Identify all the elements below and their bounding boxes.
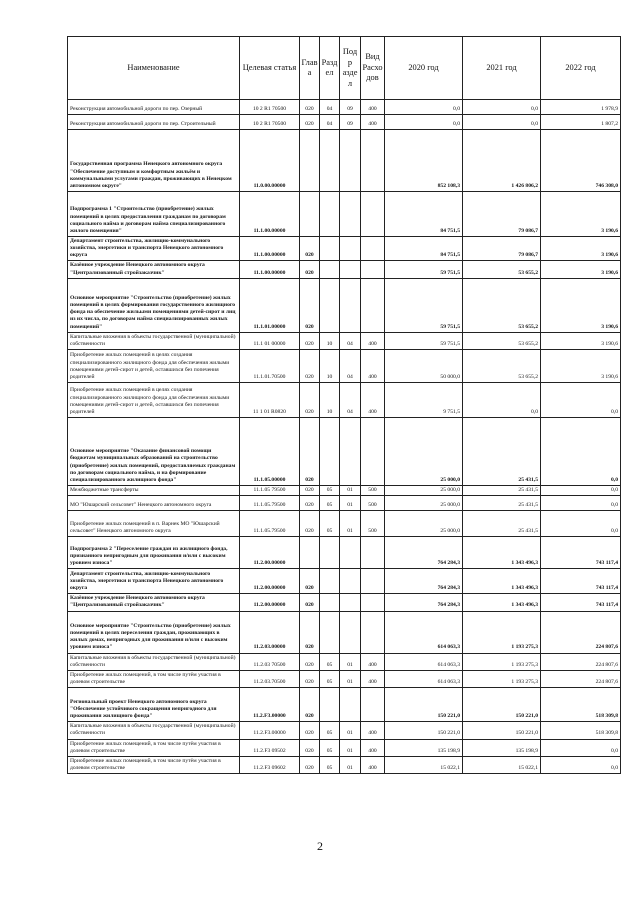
cell-name: Казённое учреждение Ненецкого автономного округа "Централизованный стройзаказчик": [68, 594, 240, 611]
cell-2021: 15 022,1: [463, 756, 541, 773]
cell-section: 05: [320, 653, 340, 670]
cell-section: 04: [320, 115, 340, 130]
cell-name: Реконструкция автомобильной дороги по пер. Строительный: [68, 115, 240, 130]
table-row: [68, 130, 621, 192]
budget-table: [67, 36, 621, 774]
cell-2022: 3 190,6: [541, 278, 621, 332]
cell-expense-type: 400: [361, 350, 385, 383]
cell-subsection: [340, 537, 361, 569]
cell-chapter: 020: [300, 350, 320, 383]
cell-2020: 84 751,5: [385, 192, 463, 237]
cell-2020: 764 284,3: [385, 537, 463, 569]
table-row: [68, 537, 621, 569]
cell-chapter: 020: [300, 496, 320, 511]
cell-target: 11.1.01.00000: [240, 278, 300, 332]
cell-2021: 0,0: [463, 383, 541, 418]
cell-name: Основное мероприятие "Строительство (приобретение) жилых помещений в целях формирования государственного жилищного фонда на обеспечение жильыми помещениями детей-сирот и лиц из их числа, по договорам найма специализированных жилых помещений": [68, 278, 240, 332]
cell-expense-type: 500: [361, 486, 385, 496]
cell-subsection: [340, 192, 361, 237]
cell-2022: 3 190,6: [541, 261, 621, 278]
cell-2021: 1 426 806,2: [463, 130, 541, 192]
cell-2021: 53 655,2: [463, 332, 541, 349]
cell-name: Межбюджетные трансферты: [68, 486, 240, 496]
cell-chapter: 020: [300, 569, 320, 594]
cell-2022: 3 190,6: [541, 192, 621, 237]
cell-section: 10: [320, 332, 340, 349]
cell-target: 11.0.00.00000: [240, 130, 300, 192]
cell-2022: 746 308,0: [541, 130, 621, 192]
cell-expense-type: 400: [361, 756, 385, 773]
cell-2021: 1 343 496,3: [463, 569, 541, 594]
cell-target: 11.1.01.70500: [240, 350, 300, 383]
cell-2020: 50 000,0: [385, 350, 463, 383]
cell-section: [320, 594, 340, 611]
cell-2022: 0,0: [541, 383, 621, 418]
cell-name: Государственная программа Ненецкого автономного округа "Обеспечение доступным и комфортным жильём и коммунальными услугами граждан, проживающих в Ненецком автономном округе": [68, 130, 240, 192]
table-row: [68, 383, 621, 418]
cell-expense-type: [361, 237, 385, 261]
cell-subsection: [340, 594, 361, 611]
cell-2021: 53 655,2: [463, 278, 541, 332]
cell-2021: 1 193 275,3: [463, 611, 541, 653]
cell-subsection: [340, 688, 361, 722]
cell-expense-type: 400: [361, 115, 385, 130]
cell-2022: 518 309,8: [541, 722, 621, 739]
cell-section: 05: [320, 670, 340, 687]
cell-expense-type: 400: [361, 653, 385, 670]
cell-name: Подпрограмма 2 "Переселение граждан из жилищного фонда, признанного непригодным для проживания и/или с высоким уровнем износа": [68, 537, 240, 569]
cell-section: [320, 418, 340, 486]
cell-2022: 224 807,6: [541, 611, 621, 653]
cell-2022: 0,0: [541, 756, 621, 773]
cell-chapter: 020: [300, 739, 320, 756]
table-row: [68, 192, 621, 237]
cell-2021: 150 221,0: [463, 688, 541, 722]
cell-2021: 53 655,2: [463, 261, 541, 278]
header-chapter: Глава: [300, 37, 320, 100]
cell-chapter: 020: [300, 332, 320, 349]
cell-subsection: 01: [340, 756, 361, 773]
cell-expense-type: [361, 594, 385, 611]
cell-2020: 852 108,3: [385, 130, 463, 192]
header-section: Разд ел: [320, 37, 340, 100]
cell-subsection: 04: [340, 350, 361, 383]
cell-2021: 150 221,0: [463, 722, 541, 739]
cell-2022: 518 309,8: [541, 688, 621, 722]
table-row: [68, 594, 621, 611]
cell-2021: 79 086,7: [463, 237, 541, 261]
cell-target: 11.1 01 00000: [240, 332, 300, 349]
cell-section: [320, 611, 340, 653]
cell-expense-type: 400: [361, 100, 385, 115]
cell-expense-type: [361, 261, 385, 278]
cell-2020: 15 022,1: [385, 756, 463, 773]
cell-expense-type: [361, 278, 385, 332]
cell-2022: 3 190,6: [541, 332, 621, 349]
cell-2020: 84 751,5: [385, 237, 463, 261]
table-row: [68, 332, 621, 349]
cell-section: [320, 537, 340, 569]
header-name: Наименование: [68, 37, 240, 100]
header-expense-type: Вид Расхо дов: [361, 37, 385, 100]
table-row: [68, 611, 621, 653]
cell-2020: 59 751,5: [385, 278, 463, 332]
cell-section: [320, 569, 340, 594]
cell-name: Подпрограмма 1 "Строительство (приобретение) жилых помещений в целях предоставления гражданам по договорам социального найма и договорам найма специализированного жилого помещения": [68, 192, 240, 237]
cell-section: 04: [320, 100, 340, 115]
cell-target: 11.2.03 70500: [240, 653, 300, 670]
cell-name: Департамент строительства, жилищно-коммунального хозяйства, энергетики и транспорта Ненецкого автономного округа: [68, 237, 240, 261]
cell-name: Реконструкция автомобильной дороги по пер. Озерный: [68, 100, 240, 115]
cell-2022: 1 807,2: [541, 115, 621, 130]
cell-name: Капитальные вложения в объекты государственной (муниципальной) собственности: [68, 332, 240, 349]
cell-subsection: [340, 278, 361, 332]
cell-name: Приобретение жилых помещений в целях создания специализированного жилищного фонда для обеспечения жилыми помещениями детей-сирот и детей, оставшихся без попечения родителей: [68, 383, 240, 418]
cell-chapter: 020: [300, 653, 320, 670]
cell-target: 11.2.F3 09602: [240, 756, 300, 773]
cell-section: [320, 261, 340, 278]
cell-chapter: 020: [300, 418, 320, 486]
cell-2020: 135 198,9: [385, 739, 463, 756]
cell-target: 11 1 01 R0820: [240, 383, 300, 418]
cell-2020: 150 221,0: [385, 688, 463, 722]
cell-chapter: 020: [300, 511, 320, 537]
cell-2022: 0,0: [541, 739, 621, 756]
cell-expense-type: 400: [361, 670, 385, 687]
header-target: Целевая статья: [240, 37, 300, 100]
cell-target: 11.1.00.00000: [240, 261, 300, 278]
cell-section: [320, 130, 340, 192]
cell-2020: 59 751,5: [385, 332, 463, 349]
cell-section: 10: [320, 350, 340, 383]
cell-2021: 135 198,9: [463, 739, 541, 756]
cell-2020: 614 063,3: [385, 611, 463, 653]
cell-target: 11.2.00.00000: [240, 537, 300, 569]
cell-target: 11.1.05 79500: [240, 486, 300, 496]
cell-2021: 1 193 275,3: [463, 653, 541, 670]
cell-2022: 0,0: [541, 486, 621, 496]
cell-name: Приобретение жилых помещений, в том числе путём участия в долевом строительстве: [68, 670, 240, 687]
cell-2021: 0,0: [463, 115, 541, 130]
cell-target: 11.2.F3.00000: [240, 722, 300, 739]
cell-2020: 9 751,5: [385, 383, 463, 418]
cell-2021: 25 431,5: [463, 486, 541, 496]
cell-chapter: 020: [300, 100, 320, 115]
cell-chapter: 020: [300, 115, 320, 130]
cell-section: [320, 237, 340, 261]
cell-2021: 1 343 496,3: [463, 594, 541, 611]
header-2021: 2021 год: [463, 37, 541, 100]
cell-2021: 25 431,5: [463, 511, 541, 537]
cell-target: 11.1.05.79500: [240, 511, 300, 537]
cell-expense-type: 500: [361, 496, 385, 511]
cell-section: 05: [320, 722, 340, 739]
cell-2020: 0,0: [385, 115, 463, 130]
cell-2021: 1 193 275,3: [463, 670, 541, 687]
cell-2020: 764 284,3: [385, 569, 463, 594]
cell-name: МО "Юшарский сельсовет" Ненецкого автономного округа: [68, 496, 240, 511]
cell-subsection: [340, 237, 361, 261]
cell-chapter: 020: [300, 756, 320, 773]
cell-expense-type: 400: [361, 739, 385, 756]
table-row: [68, 115, 621, 130]
cell-target: 11.2.F3.00000: [240, 688, 300, 722]
cell-2020: 25 000,0: [385, 511, 463, 537]
cell-2022: 0,0: [541, 418, 621, 486]
table-row: [68, 739, 621, 756]
cell-2020: 0,0: [385, 100, 463, 115]
cell-2021: 25 431,5: [463, 496, 541, 511]
cell-name: Департамент строительства, жилищно-коммунального хозяйства, энергетики и транспорта Ненецкого автономного округа: [68, 569, 240, 594]
cell-2020: 59 751,5: [385, 261, 463, 278]
cell-name: Приобретение жилых помещений, в том числе путём участия в долевом строительстве: [68, 739, 240, 756]
cell-target: 10 2 R1 70500: [240, 115, 300, 130]
cell-subsection: 04: [340, 332, 361, 349]
cell-target: 11.2.00.00000: [240, 569, 300, 594]
cell-name: Капитальные вложения в объекты государственной (муниципальной) собственности: [68, 653, 240, 670]
cell-2020: 25 000,0: [385, 486, 463, 496]
header-2022: 2022 год: [541, 37, 621, 100]
cell-2022: 224 807,6: [541, 670, 621, 687]
cell-section: 05: [320, 511, 340, 537]
cell-expense-type: [361, 192, 385, 237]
cell-target: 11.1.00.00000: [240, 192, 300, 237]
cell-subsection: [340, 611, 361, 653]
cell-chapter: [300, 192, 320, 237]
cell-expense-type: 500: [361, 511, 385, 537]
cell-chapter: [300, 130, 320, 192]
cell-subsection: [340, 130, 361, 192]
budget-table-page: [67, 36, 620, 774]
table-row: [68, 418, 621, 486]
cell-chapter: [300, 537, 320, 569]
cell-chapter: 020: [300, 722, 320, 739]
table-row: [68, 756, 621, 773]
cell-subsection: 01: [340, 496, 361, 511]
header-2020: 2020 год: [385, 37, 463, 100]
cell-2021: 1 343 496,3: [463, 537, 541, 569]
cell-expense-type: [361, 130, 385, 192]
cell-chapter: 020: [300, 383, 320, 418]
cell-target: 11.2.F3 09502: [240, 739, 300, 756]
table-row: [68, 278, 621, 332]
cell-2021: 0,0: [463, 100, 541, 115]
cell-subsection: 01: [340, 670, 361, 687]
cell-section: [320, 278, 340, 332]
table-row: [68, 670, 621, 687]
table-row: [68, 653, 621, 670]
cell-2022: 743 117,4: [541, 537, 621, 569]
cell-target: 11.2.00.00000: [240, 594, 300, 611]
cell-target: 11.2.03.70500: [240, 670, 300, 687]
cell-chapter: 020: [300, 486, 320, 496]
table-body: [68, 100, 621, 774]
cell-target: 11.2.03.00000: [240, 611, 300, 653]
cell-name: Основное мероприятие "Оказание финансовой помощи бюджетам муниципальных образований на строительство (приобретение) жилых помещений, предоставляемых гражданам по договорам социального найма, и на формирование специализированного жилищного фонда": [68, 418, 240, 486]
cell-section: 05: [320, 756, 340, 773]
cell-2021: 53 655,2: [463, 350, 541, 383]
cell-name: Региональный проект Ненецкого автономного округа "Обеспечение устойчивого сокращения непригодного для проживания жилищного фонда": [68, 688, 240, 722]
cell-target: 11.1.05.79500: [240, 496, 300, 511]
cell-chapter: 020: [300, 688, 320, 722]
cell-expense-type: [361, 418, 385, 486]
cell-name: Основное мероприятие "Строительство (приобретение) жилых помещений в целях переселения граждан, проживающих в жилых домах, непригодных для проживания и/или с высоким уровнем износа": [68, 611, 240, 653]
cell-subsection: 09: [340, 100, 361, 115]
cell-2022: 3 190,6: [541, 350, 621, 383]
cell-subsection: 01: [340, 722, 361, 739]
cell-expense-type: 400: [361, 332, 385, 349]
cell-expense-type: 400: [361, 722, 385, 739]
cell-expense-type: 400: [361, 383, 385, 418]
cell-expense-type: [361, 611, 385, 653]
table-row: [68, 688, 621, 722]
cell-section: [320, 192, 340, 237]
cell-subsection: 01: [340, 486, 361, 496]
cell-2022: 743 117,4: [541, 569, 621, 594]
cell-subsection: [340, 418, 361, 486]
cell-name: Приобретение жилых помещений в целях создания специализированного жилищного фонда для обеспечения жилыми помещениями детей-сирот и детей, оставшихся без попечения родителей: [68, 350, 240, 383]
cell-subsection: 04: [340, 383, 361, 418]
cell-2020: 764 284,3: [385, 594, 463, 611]
cell-chapter: 020: [300, 611, 320, 653]
cell-2020: 25 000,0: [385, 418, 463, 486]
cell-chapter: 020: [300, 670, 320, 687]
cell-target: 11.1.05.00000: [240, 418, 300, 486]
cell-2020: 614 063,3: [385, 653, 463, 670]
cell-section: 05: [320, 486, 340, 496]
cell-2020: 150 221,0: [385, 722, 463, 739]
cell-section: 05: [320, 496, 340, 511]
table-row: [68, 261, 621, 278]
table-row: [68, 722, 621, 739]
table-row: [68, 350, 621, 383]
table-row: [68, 486, 621, 496]
cell-2022: 0,0: [541, 511, 621, 537]
cell-subsection: [340, 261, 361, 278]
cell-subsection: 01: [340, 739, 361, 756]
cell-target: 11.1.00.00000: [240, 237, 300, 261]
header-subsection: Подр аздел: [340, 37, 361, 100]
cell-2020: 614 063,3: [385, 670, 463, 687]
cell-chapter: 020: [300, 594, 320, 611]
table-row: [68, 496, 621, 511]
cell-name: Капитальные вложения в объекты государственной (муниципальной) собственности: [68, 722, 240, 739]
cell-subsection: 01: [340, 653, 361, 670]
cell-2021: 79 086,7: [463, 192, 541, 237]
cell-expense-type: [361, 569, 385, 594]
cell-subsection: 01: [340, 511, 361, 537]
cell-subsection: 09: [340, 115, 361, 130]
cell-2022: 224 807,6: [541, 653, 621, 670]
cell-name: Приобретение жилых помещений в п. Варнек МО "Юшарский сельсовет" Ненецкого автономного округа: [68, 511, 240, 537]
cell-name: Казённое учреждение Ненецкого автономного округа "Централизованный стройзаказчик": [68, 261, 240, 278]
cell-2021: 25 431,5: [463, 418, 541, 486]
cell-2022: 743 117,4: [541, 594, 621, 611]
cell-2020: 25 000,0: [385, 496, 463, 511]
cell-section: 05: [320, 739, 340, 756]
table-row: [68, 511, 621, 537]
cell-expense-type: [361, 537, 385, 569]
cell-2022: 3 190,6: [541, 237, 621, 261]
cell-chapter: 020: [300, 278, 320, 332]
page-number: 2: [317, 839, 323, 853]
cell-section: 10: [320, 383, 340, 418]
cell-expense-type: [361, 688, 385, 722]
cell-subsection: [340, 569, 361, 594]
cell-2022: 0,0: [541, 496, 621, 511]
cell-2022: 1 978,9: [541, 100, 621, 115]
cell-section: [320, 688, 340, 722]
table-row: [68, 100, 621, 115]
cell-chapter: 020: [300, 261, 320, 278]
table-row: [68, 237, 621, 261]
cell-chapter: 020: [300, 237, 320, 261]
header-row: [68, 37, 621, 100]
table-row: [68, 569, 621, 594]
cell-name: Приобретение жилых помещений, в том числе путём участия в долевом строительстве: [68, 756, 240, 773]
cell-target: 10 2 R1 70500: [240, 100, 300, 115]
